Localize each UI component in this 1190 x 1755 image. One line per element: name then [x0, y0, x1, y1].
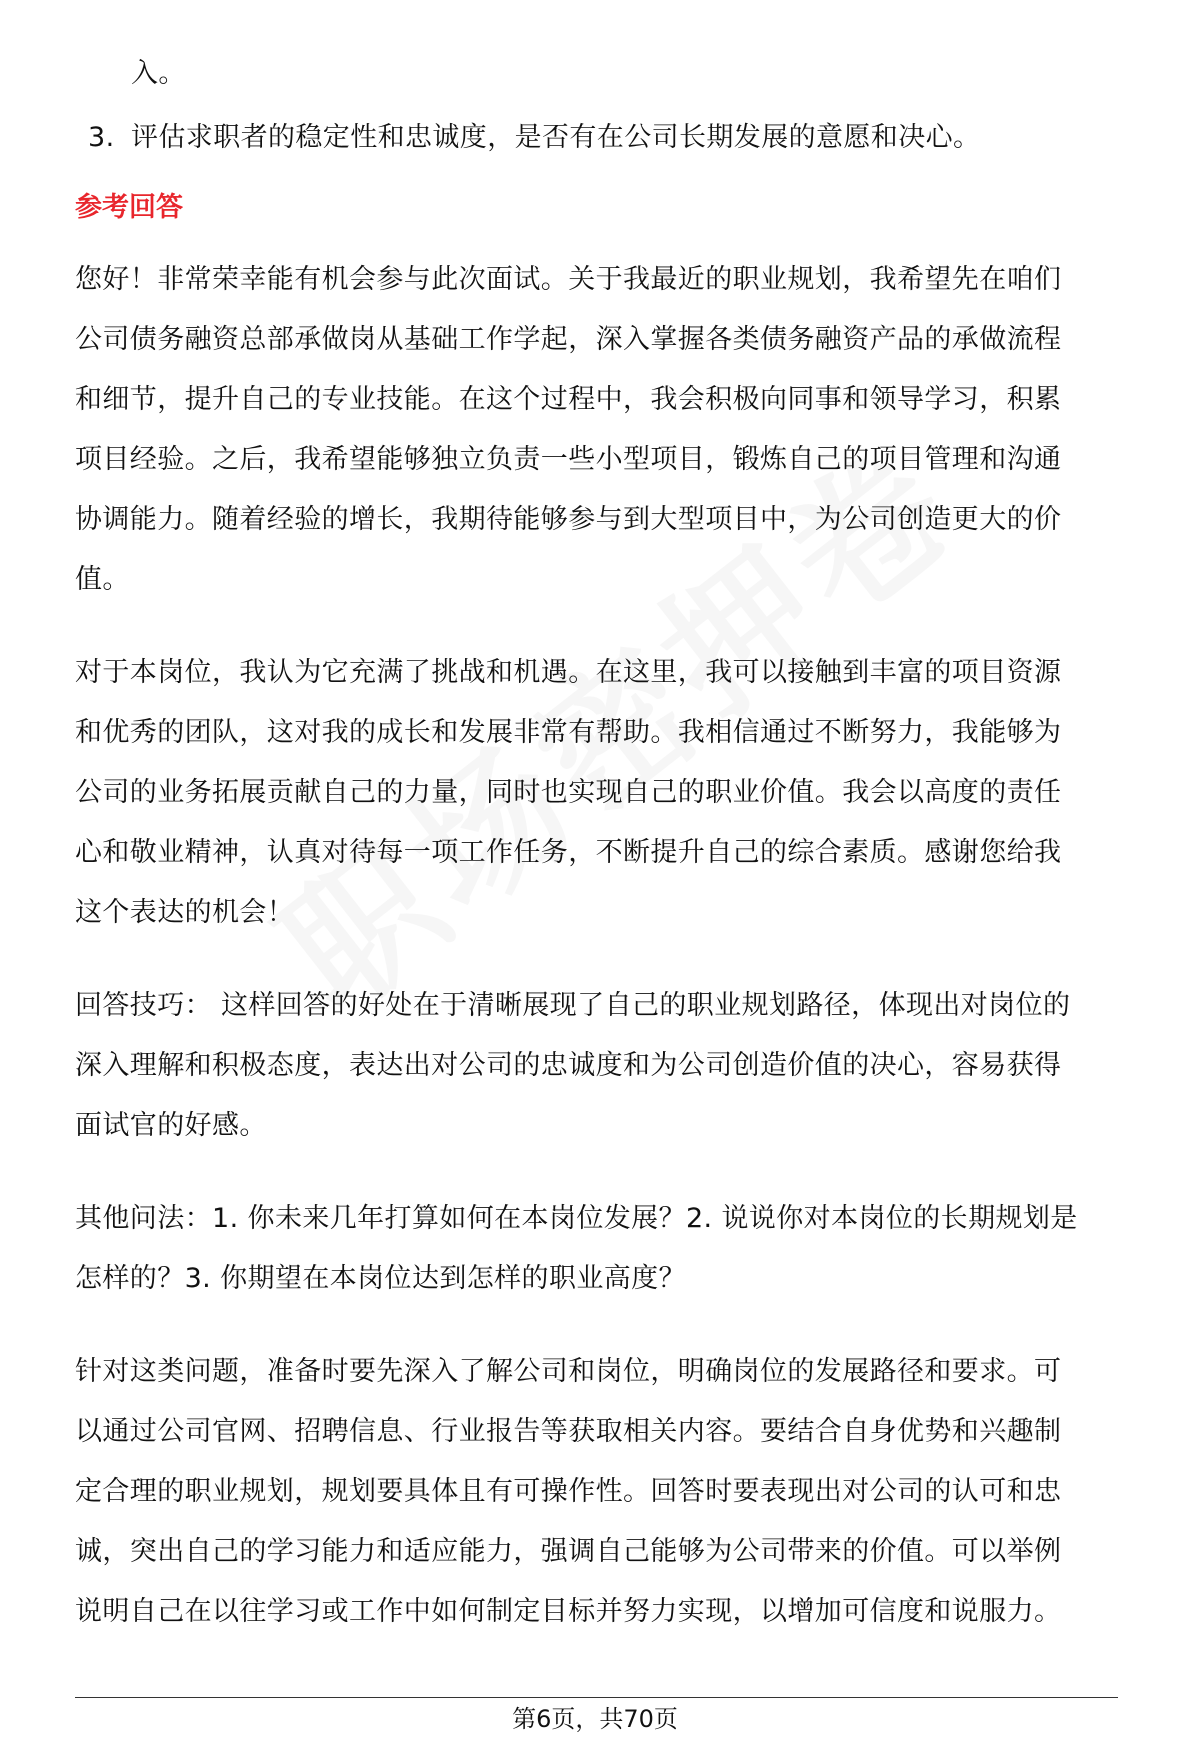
answer-paragraph-1 — [75, 250, 1120, 610]
text-line: 定合理的职业规划，规划要具体且有可操作性。回答时要表现出对公司的认可和忠 — [75, 1476, 1062, 1507]
text-line: 和细节，提升自己的专业技能。在这个过程中，我会积极向同事和领导学习，积累 — [75, 384, 1062, 415]
text-line: 和优秀的团队，这对我的成长和发展非常有帮助。我相信通过不断努力，我能够为 — [75, 717, 1062, 748]
list-item-number: 3. — [88, 122, 115, 153]
text-line: 深入理解和积极态度，表达出对公司的忠诚度和为公司创造价值的决心，容易获得 — [75, 1050, 1062, 1081]
text-line: 以通过公司官网、招聘信息、行业报告等获取相关内容。要结合自身优势和兴趣制 — [75, 1416, 1062, 1447]
list-item-text: 评估求职者的稳定性和忠诚度，是否有在公司长期发展的意愿和决心。 — [131, 122, 981, 153]
answer-paragraph-2 — [75, 643, 1120, 943]
text-line: 这个表达的机会！ — [75, 897, 295, 928]
text-line: 怎样的？3. 你期望在本岗位达到怎样的职业高度？ — [75, 1263, 686, 1294]
text-line: 协调能力。随着经验的增长，我期待能够参与到大型项目中，为公司创造更大的价 — [75, 504, 1062, 535]
answer-tips-paragraph — [75, 976, 1120, 1156]
text-line: 公司的业务拓展贡献自己的力量，同时也实现自己的职业价值。我会以高度的责任 — [75, 777, 1062, 808]
other-questions-paragraph — [75, 1189, 1120, 1309]
list-item-2-continuation: 入。 — [131, 58, 186, 89]
text-line: 针对这类问题，准备时要先深入了解公司和岗位，明确岗位的发展路径和要求。可 — [75, 1356, 1062, 1387]
section-title: 参考回答 — [75, 192, 183, 223]
text-line: 您好！非常荣幸能有机会参与此次面试。关于我最近的职业规划，我希望先在咱们 — [75, 264, 1062, 295]
text-line: 对于本岗位，我认为它充满了挑战和机遇。在这里，我可以接触到丰富的项目资源 — [75, 657, 1062, 688]
text-line: 回答技巧： 这样回答的好处在于清晰展现了自己的职业规划路径，体现出对岗位的 — [75, 990, 1071, 1021]
preparation-advice-paragraph — [75, 1342, 1120, 1642]
text-line: 公司债务融资总部承做岗从基础工作学起，深入掌握各类债务融资产品的承做流程 — [75, 324, 1062, 355]
text-line: 诚，突出自己的学习能力和适应能力，强调自己能够为公司带来的价值。可以举例 — [75, 1536, 1062, 1567]
text-line: 项目经验。之后，我希望能够独立负责一些小型项目，锻炼自己的项目管理和沟通 — [75, 444, 1062, 475]
page-content — [75, 44, 1120, 1642]
list-item-3 — [75, 108, 1120, 168]
text-line: 值。 — [75, 564, 130, 595]
page-number: 第6页，共70页 — [512, 1705, 678, 1733]
text-line: 其他问法：1. 你未来几年打算如何在本岗位发展？2. 说说你对本岗位的长期规划是 — [75, 1203, 1078, 1234]
text-line: 面试官的好感。 — [75, 1110, 267, 1141]
footer-divider — [75, 1697, 1118, 1698]
text-line: 心和敬业精神，认真对待每一项工作任务，不断提升自己的综合素质。感谢您给我 — [75, 837, 1062, 868]
text-line: 说明自己在以往学习或工作中如何制定目标并努力实现，以增加可信度和说服力。 — [75, 1596, 1062, 1627]
